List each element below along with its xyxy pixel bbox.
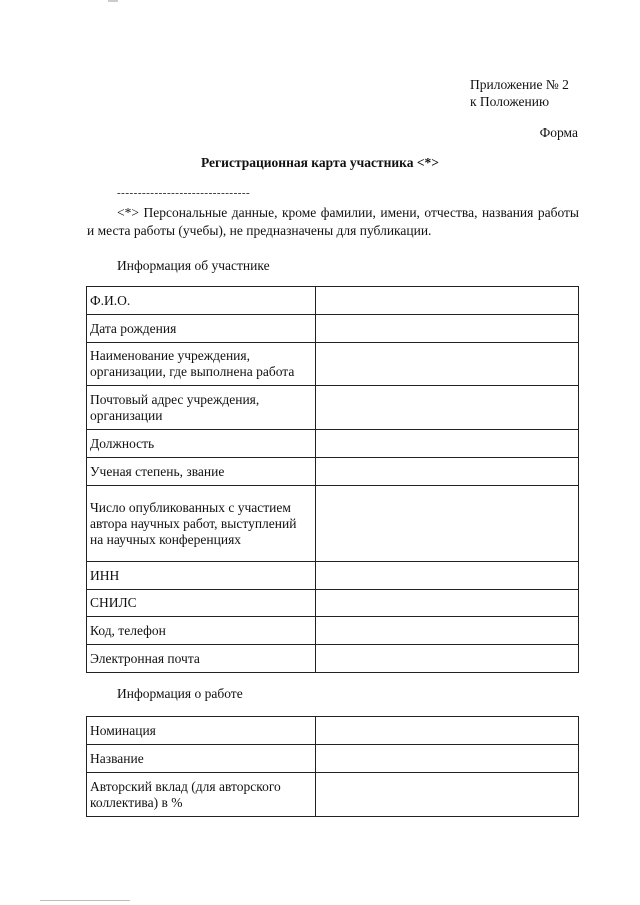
position-field[interactable] xyxy=(316,430,579,458)
table-row xyxy=(87,287,579,315)
table-row xyxy=(87,486,579,562)
table-row xyxy=(87,386,579,430)
row-label-position: Должность xyxy=(87,430,316,458)
phone-field[interactable] xyxy=(316,617,579,645)
appendix-number: Приложение № 2 xyxy=(470,77,569,92)
participant-section-heading: Информация об участнике xyxy=(117,258,270,273)
page-title: Регистрационная карта участника <*> xyxy=(200,155,439,170)
footnote-text: <*> Персональные данные, кроме фамилии, имени, отчества, названия работы и места работы (учебы), не предназначены для публикации. xyxy=(87,205,579,238)
work-section-heading: Информация о работе xyxy=(117,686,243,701)
row-label-publications-count: Число опубликованных с участием автора научных работ, выступлений на научных конференциях xyxy=(87,486,316,562)
footnote-separator: -------------------------------- xyxy=(117,187,251,199)
table-row xyxy=(87,458,579,486)
row-label-phone: Код, телефон xyxy=(87,617,316,645)
row-label-nomination: Номинация xyxy=(87,717,316,745)
table-row xyxy=(87,430,579,458)
publications-count-field[interactable] xyxy=(316,486,579,562)
row-label-work-title: Название xyxy=(87,745,316,773)
row-label-author-contribution: Авторский вклад (для авторского коллектива) в % xyxy=(87,773,316,817)
table-row xyxy=(87,315,579,343)
row-label-academic-degree: Ученая степень, звание xyxy=(87,458,316,486)
postal-address-field[interactable] xyxy=(316,386,579,430)
institution-field[interactable] xyxy=(316,343,579,386)
appendix-regulation: к Положению xyxy=(470,94,550,109)
work-info-table xyxy=(86,716,579,817)
table-row xyxy=(87,773,579,817)
email-field[interactable] xyxy=(316,645,579,673)
participant-info-table xyxy=(86,286,579,673)
work-title-field[interactable] xyxy=(316,745,579,773)
academic-degree-field[interactable] xyxy=(316,458,579,486)
row-label-postal-address: Почтовый адрес учреждения, организации xyxy=(87,386,316,430)
row-label-full-name: Ф.И.О. xyxy=(87,287,316,315)
scan-artifact xyxy=(40,900,130,901)
table-row xyxy=(87,590,579,617)
inn-field[interactable] xyxy=(316,562,579,590)
row-label-email: Электронная почта xyxy=(87,645,316,673)
nomination-field[interactable] xyxy=(316,717,579,745)
snils-field[interactable] xyxy=(316,590,579,617)
birth-date-field[interactable] xyxy=(316,315,579,343)
row-label-birth-date: Дата рождения xyxy=(87,315,316,343)
table-row xyxy=(87,717,579,745)
row-label-institution: Наименование учреждения, организации, где выполнена работа xyxy=(87,343,316,386)
form-label: Форма xyxy=(539,125,578,140)
row-label-inn: ИНН xyxy=(87,562,316,590)
scan-artifact xyxy=(108,0,118,2)
row-label-snils: СНИЛС xyxy=(87,590,316,617)
table-row xyxy=(87,745,579,773)
appendix-reference xyxy=(470,76,569,110)
table-row xyxy=(87,645,579,673)
table-row xyxy=(87,617,579,645)
table-row xyxy=(87,343,579,386)
full-name-field[interactable] xyxy=(316,287,579,315)
author-contribution-field[interactable] xyxy=(316,773,579,817)
table-row xyxy=(87,562,579,590)
